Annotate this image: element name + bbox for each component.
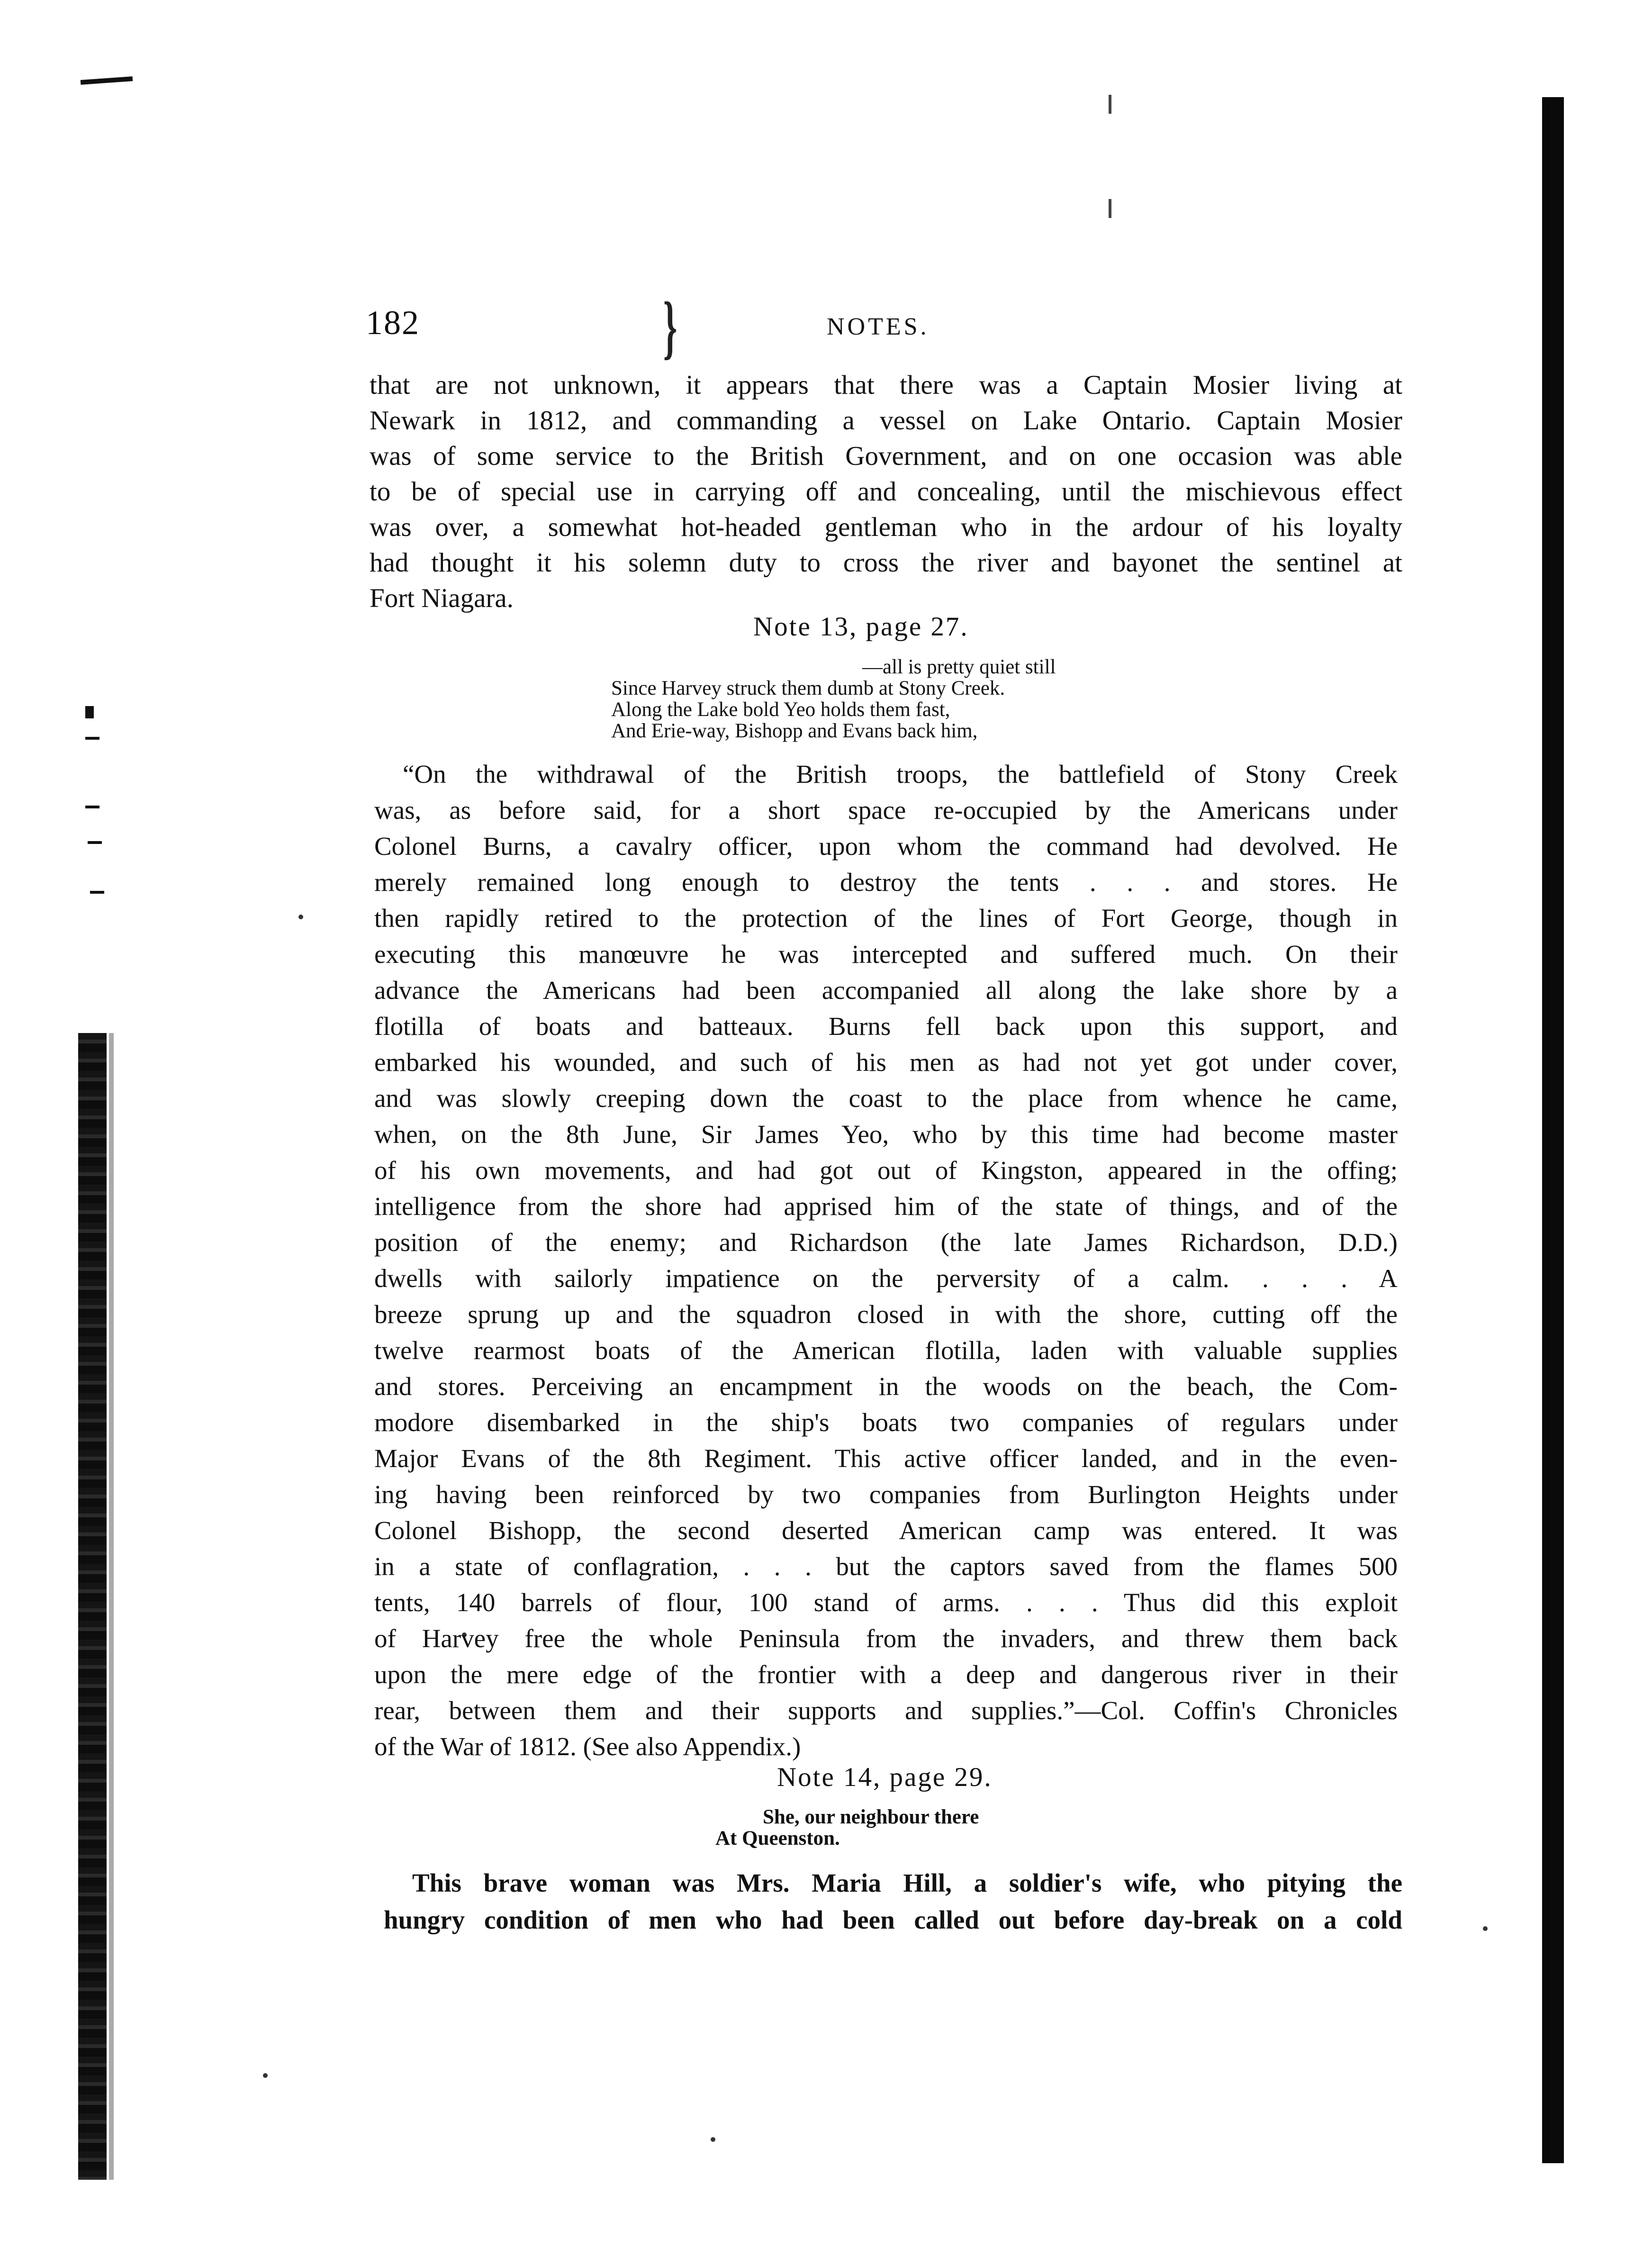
text-line: Colonel Burns, a cavalry officer, upon whom the command had devolved. He <box>374 832 1398 861</box>
scan-corner-mark <box>81 76 133 85</box>
text-line: modore disembarked in the ship's boats two companies of regulars under <box>374 1408 1398 1437</box>
verse-line: At Queenston. <box>715 1827 840 1849</box>
text-line: to be of special use in carrying off and concealing, until the mischievous effect <box>370 477 1402 507</box>
text-line: Major Evans of the 8th Regiment. This active officer landed, and in the even- <box>374 1444 1398 1473</box>
text-line: Colonel Bishopp, the second deserted American camp was entered. It was <box>374 1516 1398 1545</box>
scan-blot <box>85 737 99 740</box>
scan-right-edge-shadow <box>1542 97 1564 2163</box>
text-line: breeze sprung up and the squadron closed in with the shore, cutting off the <box>374 1300 1398 1329</box>
paragraph-continued <box>370 367 1402 616</box>
text-line: when, on the 8th June, Sir James Yeo, who by this time had become master <box>374 1120 1398 1149</box>
text-line: dwells with sailorly impatience on the perversity of a calm. . . . A <box>374 1264 1398 1293</box>
scan-speck <box>1109 95 1111 114</box>
text-line: twelve rearmost boats of the American flotilla, laden with valuable supplies <box>374 1336 1398 1365</box>
text-line: in a state of conflagration, . . . but the captors saved from the flames 500 <box>374 1552 1398 1581</box>
scan-blot <box>88 841 102 844</box>
running-head: NOTES. <box>827 313 930 340</box>
text-line: was of some service to the British Government, and on one occasion was able <box>370 441 1402 471</box>
text-line: Newark in 1812, and commanding a vessel on Lake Ontario. Captain Mosier <box>370 406 1402 435</box>
text-line: and was slowly creeping down the coast to the place from whence he came, <box>374 1084 1398 1113</box>
scan-speck <box>298 915 303 919</box>
text-line: flotilla of boats and batteaux. Burns fell back upon this support, and <box>374 1012 1398 1041</box>
scan-speck <box>1109 199 1111 218</box>
text-line: hungry condition of men who had been called out before day-break on a cold <box>384 1905 1402 1934</box>
text-line: was over, a somewhat hot-headed gentleman who in the ardour of his loyalty <box>370 512 1402 542</box>
note-14-body <box>384 1865 1402 1939</box>
scan-speck <box>711 2137 715 2142</box>
verse-line: And Erie-way, Bishopp and Evans back him, <box>611 720 978 742</box>
text-line: then rapidly retired to the protection of the lines of Fort George, though in <box>374 904 1398 933</box>
bracket-mark: } <box>663 288 677 366</box>
page-number: 182 <box>366 304 420 342</box>
scan-blot <box>85 706 94 718</box>
scan-speck <box>263 2073 268 2078</box>
text-line: merely remained long enough to destroy the tents . . . and stores. He <box>374 868 1398 897</box>
verse-line: —all is pretty quiet still <box>862 656 1056 678</box>
note-14-heading: Note 14, page 29. <box>777 1762 993 1792</box>
note-14-verse <box>715 1806 979 1849</box>
scan-speck <box>1483 1926 1488 1931</box>
note-13-body <box>374 756 1398 1765</box>
text-line: intelligence from the shore had apprised him of the state of things, and of the <box>374 1192 1398 1221</box>
text-line: Fort Niagara. <box>370 583 514 613</box>
verse-line: Since Harvey struck them dumb at Stony Creek. <box>611 677 1005 699</box>
note-13-verse <box>611 656 1056 742</box>
note-13-heading: Note 13, page 27. <box>753 612 969 642</box>
text-line: and stores. Perceiving an encampment in the woods on the beach, the Com- <box>374 1372 1398 1401</box>
scan-binding-shadow <box>78 1033 107 2180</box>
text-line: executing this manœuvre he was intercepted and suffered much. On their <box>374 940 1398 969</box>
verse-line: She, our neighbour there <box>763 1806 979 1828</box>
text-line: ing having been reinforced by two companies from Burlington Heights under <box>374 1480 1398 1509</box>
text-line: had thought it his solemn duty to cross the river and bayonet the sentinel at <box>370 548 1402 578</box>
text-line: of his own movements, and had got out of Kingston, appeared in the offing; <box>374 1156 1398 1185</box>
text-line: of Harvey free the whole Peninsula from the invaders, and threw them back <box>374 1624 1398 1653</box>
scan-binding-edge <box>109 1033 114 2180</box>
text-line: that are not unknown, it appears that there was a Captain Mosier living at <box>370 370 1402 400</box>
text-line: upon the mere edge of the frontier with a deep and dangerous river in their <box>374 1660 1398 1689</box>
text-line: embarked his wounded, and such of his men as had not yet got under cover, <box>374 1048 1398 1077</box>
text-line: tents, 140 barrels of flour, 100 stand of arms. . . . Thus did this exploit <box>374 1588 1398 1617</box>
text-line: rear, between them and their supports and supplies.”—Col. Coffin's Chronicles <box>374 1696 1398 1725</box>
scan-blot <box>85 806 99 808</box>
text-line: was, as before said, for a short space re-occupied by the Americans under <box>374 796 1398 825</box>
text-line: This brave woman was Mrs. Maria Hill, a soldier's wife, who pitying the <box>412 1868 1402 1897</box>
text-line: of the War of 1812. (See also Appendix.) <box>374 1732 801 1761</box>
scan-blot <box>90 891 104 894</box>
text-line: position of the enemy; and Richardson (the late James Richardson, D.D.) <box>374 1228 1398 1257</box>
text-line: “On the withdrawal of the British troops, the battlefield of Stony Creek <box>403 760 1398 789</box>
verse-line: Along the Lake bold Yeo holds them fast, <box>611 698 950 721</box>
text-line: advance the Americans had been accompanied all along the lake shore by a <box>374 976 1398 1005</box>
